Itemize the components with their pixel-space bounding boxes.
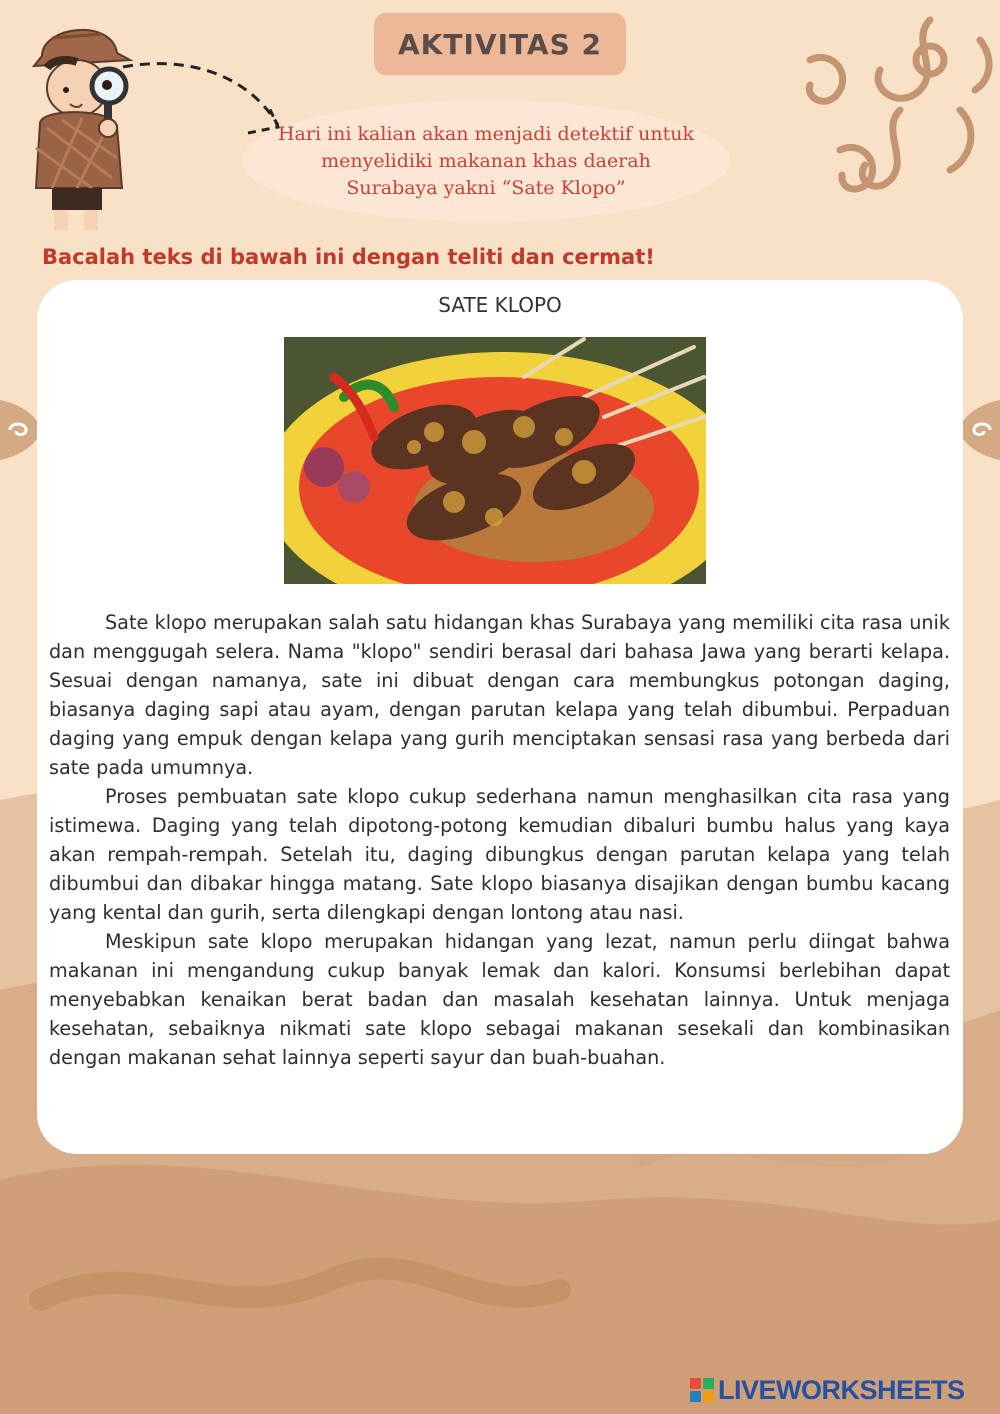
article-paragraph: Meskipun sate klopo merupakan hidangan yang lezat, namun perlu diingat bahwa makanan ini mengandung cukup banyak lemak dan kalori. Konsumsi berlebihan dapat menyebabkan kenaikan berat badan dan masalah kesehatan lainnya. Untuk menjaga kesehatan, sebaiknya nikmati sate klopo sebagai makanan sesekali dan kombinasikan dengan makanan sehat lainnya seperti sayur dan buah-buahan. [49, 930, 950, 1069]
speech-bubble [242, 100, 730, 222]
dashed-arrow-icon [118, 55, 288, 145]
article-paragraph: Sate klopo merupakan salah satu hidangan khas Surabaya yang memiliki cita rasa unik dan menggugah selera. Nama "klopo" sendiri berasal dari bahasa Jawa yang berarti kelapa. Sesuai dengan namanya, sate ini dibuat dengan cara membungkus potongan daging, biasanya daging sapi atau ayam, dengan parutan kelapa yang telah dibumbui. Perpaduan daging yang empuk dengan kelapa yang gurih menciptakan sensasi rasa yang berbeda dari sate pada umumnya. [49, 611, 950, 779]
speech-bubble-text: Hari ini kalian akan menjadi detektif untuk menyelidiki makanan khas daerah Surabaya yakni “Sate Klopo” [277, 122, 694, 199]
sate-klopo-photo [284, 337, 706, 584]
dayak-ornament-decoration [780, 0, 1000, 210]
article-title: SATE KLOPO [438, 293, 562, 317]
reading-instruction: Bacalah teks di bawah ini dengan teliti dan cermat! [42, 245, 655, 269]
liveworksheets-logo-icon [690, 1378, 714, 1402]
side-swirl-right-decoration [960, 400, 1000, 460]
liveworksheets-logo-text: LIVEWORKSHEETS [718, 1374, 965, 1405]
article-paragraph: Proses pembuatan sate klopo cukup sederhana namun menghasilkan cita rasa yang istimewa. Daging yang telah dipotong-potong kemudian dibaluri bumbu halus yang kaya akan rempah-rempah. Setelah itu, daging dibungkus dengan parutan kelapa yang telah dibumbui dan dibakar hingga matang. Sate klopo biasanya disajikan dengan bumbu kacang yang kental dan gurih, serta dilengkapi dengan lontong atau nasi. [49, 785, 950, 924]
liveworksheets-logo [690, 1374, 965, 1406]
activity-title: AKTIVITAS 2 [374, 13, 626, 75]
article-body [49, 608, 950, 1072]
article-card [37, 280, 963, 1154]
side-swirl-left-decoration [0, 400, 40, 460]
